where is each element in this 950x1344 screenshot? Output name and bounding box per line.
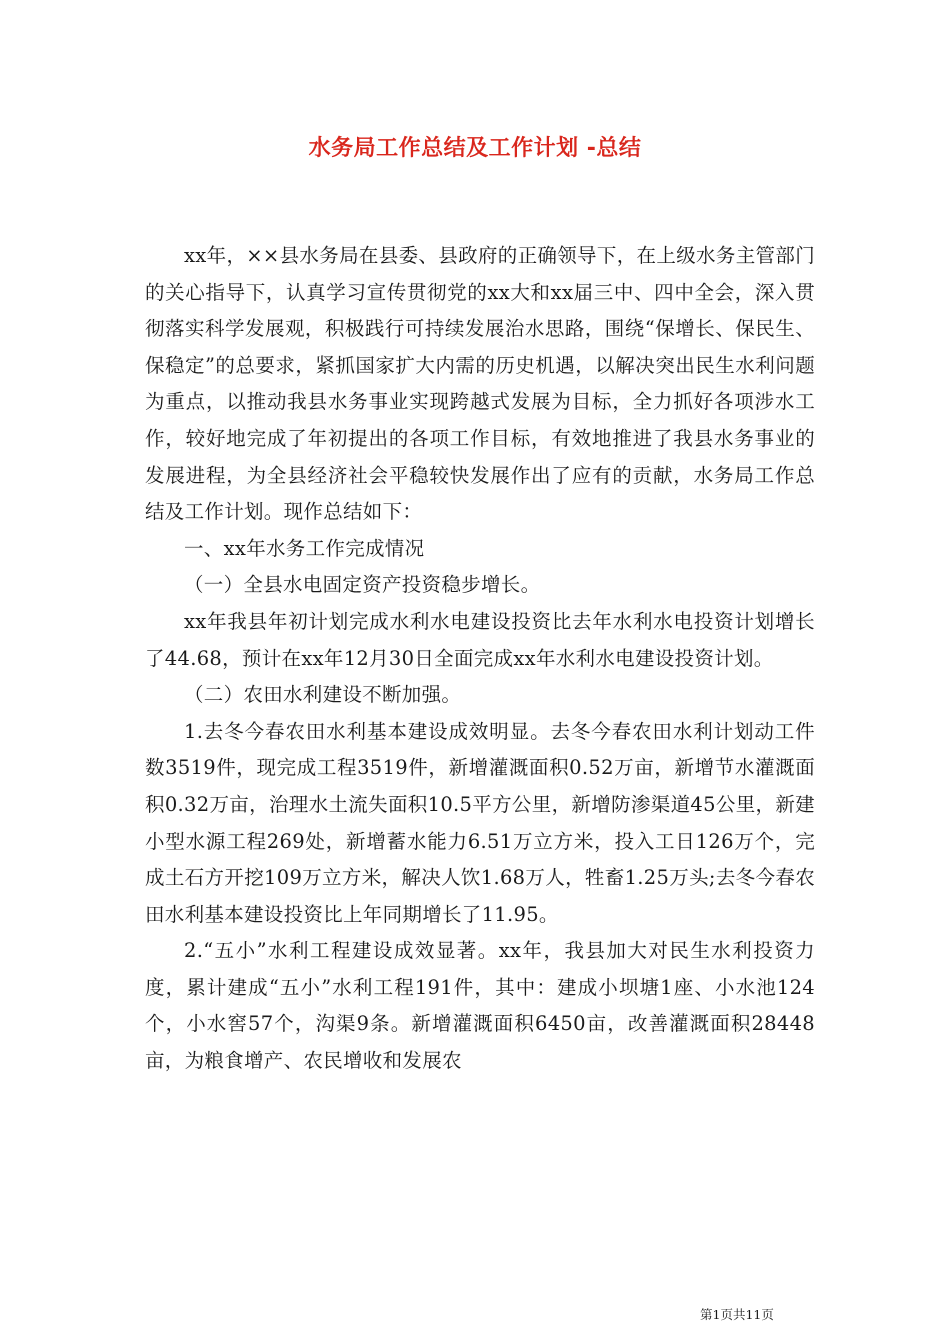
page-number-footer: 第1页共11页 [700, 1307, 774, 1322]
document-body [145, 238, 815, 1080]
section-heading-1: 一、xx年水务工作完成情况 [184, 536, 425, 560]
subsection-heading-2: （二）农田水利建设不断加强。 [184, 683, 462, 707]
subsection-heading-1: （一）全县水电固定资产投资稳步增长。 [184, 573, 541, 597]
document-title: 水务局工作总结及工作计划 -总结 [308, 136, 642, 161]
paragraph-intro: xx年，××县水务局在县委、县政府的正确领导下，在上级水务主管部门的关心指导下，认真学习宣传贯彻党的xx大和xx届三中、四中全会，深入贯彻落实科学发展观，积极践行可持续发展治水思路，围绕“保增长、保民生、保稳定”的总要求，紧抓国家扩大内需的历史机遇，以解决突出民生水利问题为重点，以推动我县水务事业实现跨越式发展为目标，全力抓好各项涉水工作，较好地完成了年初提出的各项工作目标，有效地推进了我县水务事业的发展进程，为全县经济社会平稳较快发展作出了应有的贡献，水务局工作总结及工作计划。现作总结如下： [145, 244, 815, 524]
paragraph-investment: xx年我县年初计划完成水利水电建设投资比去年水利水电投资计划增长了44.68，预计在xx年12月30日全面完成xx年水利水电建设投资计划。 [145, 609, 815, 670]
paragraph-five-small: 2.“五小”水利工程建设成效显著。xx年，我县加大对民生水利投资力度，累计建成“五小”水利工程191件，其中：建成小坝塘1座、小水池124个，小水窖57个，沟渠9条。新增灌溉面积6450亩，改善灌溉面积28448亩，为粮食增产、农民增收和发展农 [145, 939, 815, 1073]
paragraph-farmland: 1.去冬今春农田水利基本建设成效明显。去冬今春农田水利计划动工件数3519件，现完成工程3519件，新增灌溉面积0.52万亩，新增节水灌溉面积0.32万亩，治理水土流失面积10.5平方公里，新增防渗渠道45公里，新建小型水源工程269处，新增蓄水能力6.51万立方米，投入工日126万个，完成土石方开挖109万立方米，解决人饮1.68万人，牲畜1.25万头;去冬今春农田水利基本建设投资比上年同期增长了11.95。 [145, 719, 815, 926]
